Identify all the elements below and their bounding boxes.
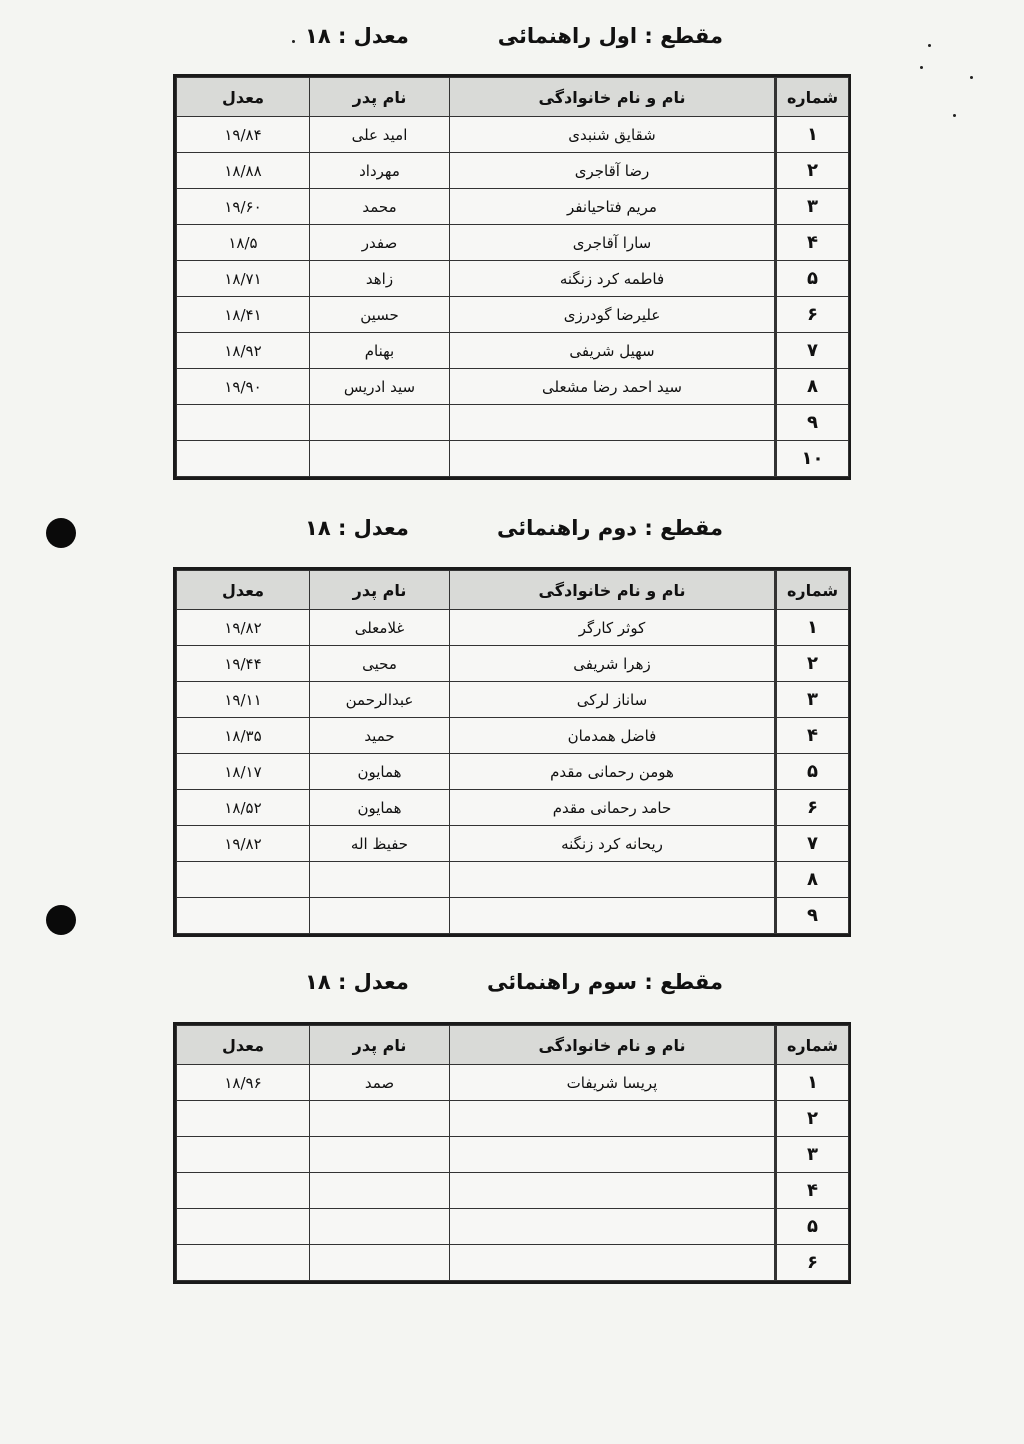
cell-number: ۴ [776,225,849,261]
column-header-number: شماره [776,78,849,117]
table-row [177,441,849,477]
table-row [177,1209,849,1245]
cell-number: ۵ [776,261,849,297]
cell-average: ۱۹/۴۴ [177,646,310,682]
section-2-header [175,516,853,550]
cell-father: بهنام [310,333,450,369]
cell-name: سید احمد رضا مشعلی [450,369,776,405]
column-header-name: نام و نام خانوادگی [450,571,776,610]
table-row [177,261,849,297]
cell-number: ۱ [776,610,849,646]
cell-father [310,1137,450,1173]
section-3-table [173,1022,851,1284]
cell-father: صمد [310,1065,450,1101]
cell-father [310,862,450,898]
cell-number: ۴ [776,1173,849,1209]
table-row [177,117,849,153]
cell-number: ۵ [776,754,849,790]
cell-name: کوثر کارگر [450,610,776,646]
cell-name: فاطمه کرد زنگنه [450,261,776,297]
table-row [177,718,849,754]
column-header-father: نام پدر [310,1026,450,1065]
section-2-table [173,567,851,937]
cell-number: ۲ [776,153,849,189]
table-row [177,862,849,898]
cell-average [177,1173,310,1209]
table-row [177,1245,849,1281]
cell-average [177,1101,310,1137]
cell-father: همایون [310,754,450,790]
cell-average: ۱۸/۳۵ [177,718,310,754]
section-title: مقطع : اول راهنمائی [497,24,723,48]
column-header-number: شماره [776,571,849,610]
punch-hole-bottom [46,905,76,935]
cell-father [310,898,450,934]
cell-father [310,1101,450,1137]
table-row [177,1173,849,1209]
column-header-average: معدل [177,571,310,610]
cell-father: حمید [310,718,450,754]
table-row [177,405,849,441]
cell-number: ۲ [776,646,849,682]
cell-number: ۸ [776,862,849,898]
table-row [177,610,849,646]
section-average: معدل : ۱۸ [305,516,409,540]
table-row [177,189,849,225]
cell-average [177,898,310,934]
cell-father [310,441,450,477]
paper-speck [920,66,923,69]
cell-father [310,1209,450,1245]
cell-average: ۱۹/۶۰ [177,189,310,225]
cell-father: سید ادریس [310,369,450,405]
cell-number: ۳ [776,1137,849,1173]
section-title: مقطع : دوم راهنمائی [497,516,723,540]
cell-number: ۸ [776,369,849,405]
cell-average: ۱۹/۸۴ [177,117,310,153]
table-header-row [177,571,849,610]
section-1-header [175,24,853,58]
table-header-row [177,1026,849,1065]
table-row [177,369,849,405]
cell-number: ۶ [776,297,849,333]
cell-name [450,862,776,898]
cell-number: ۹ [776,898,849,934]
cell-name: فاضل همدمان [450,718,776,754]
paper-speck [953,114,956,117]
cell-name: هومن رحمانی مقدم [450,754,776,790]
cell-name [450,1137,776,1173]
cell-father: مهرداد [310,153,450,189]
cell-number: ۴ [776,718,849,754]
cell-average: ۱۹/۸۲ [177,826,310,862]
cell-name [450,1209,776,1245]
cell-average [177,1137,310,1173]
cell-average: ۱۹/۸۲ [177,610,310,646]
cell-average: ۱۸/۹۲ [177,333,310,369]
table-row [177,646,849,682]
cell-name [450,1173,776,1209]
cell-number: ۳ [776,682,849,718]
cell-name: علیرضا گودرزی [450,297,776,333]
cell-average: ۱۹/۱۱ [177,682,310,718]
column-header-name: نام و نام خانوادگی [450,78,776,117]
cell-number: ۵ [776,1209,849,1245]
table-row [177,333,849,369]
cell-father: عبدالرحمن [310,682,450,718]
table-row [177,1101,849,1137]
table-row [177,225,849,261]
cell-average: ۱۸/۸۸ [177,153,310,189]
cell-father: زاهد [310,261,450,297]
column-header-average: معدل [177,1026,310,1065]
table-row [177,898,849,934]
cell-name: سهیل شریفی [450,333,776,369]
section-title: مقطع : سوم راهنمائی [487,970,723,994]
section-average: معدل : ۱۸ [305,24,409,48]
column-header-father: نام پدر [310,78,450,117]
cell-name [450,441,776,477]
table-row [177,1137,849,1173]
column-header-father: نام پدر [310,571,450,610]
cell-average: ۱۸/۴۱ [177,297,310,333]
cell-name [450,898,776,934]
column-header-average: معدل [177,78,310,117]
paper-speck [928,44,931,47]
cell-father: محیی [310,646,450,682]
section-1-table [173,74,851,480]
cell-name: ریحانه کرد زنگنه [450,826,776,862]
cell-father: صفدر [310,225,450,261]
section-average: معدل : ۱۸ [305,970,409,994]
table-row [177,1065,849,1101]
cell-father [310,405,450,441]
cell-number: ۶ [776,1245,849,1281]
cell-average: ۱۸/۵ [177,225,310,261]
cell-average [177,1209,310,1245]
cell-number: ۷ [776,333,849,369]
cell-name [450,1245,776,1281]
cell-average: ۱۹/۹۰ [177,369,310,405]
cell-name: شقایق شنبدی [450,117,776,153]
cell-number: ۱۰ [776,441,849,477]
cell-name [450,1101,776,1137]
punch-hole-top [46,518,76,548]
cell-father [310,1173,450,1209]
table-row [177,682,849,718]
cell-father [310,1245,450,1281]
cell-number: ۷ [776,826,849,862]
cell-name: رضا آقاجری [450,153,776,189]
cell-name: مریم فتاحیانفر [450,189,776,225]
cell-father: حفیظ اله [310,826,450,862]
cell-name: ساناز لرکی [450,682,776,718]
cell-average: ۱۸/۵۲ [177,790,310,826]
table-row [177,826,849,862]
cell-father: غلامعلی [310,610,450,646]
cell-number: ۱ [776,117,849,153]
cell-name: پریسا شریفات [450,1065,776,1101]
cell-average: ۱۸/۱۷ [177,754,310,790]
cell-number: ۲ [776,1101,849,1137]
cell-average: ۱۸/۷۱ [177,261,310,297]
cell-average [177,441,310,477]
column-header-name: نام و نام خانوادگی [450,1026,776,1065]
section-3-header [175,970,853,1004]
cell-average [177,1245,310,1281]
cell-father: همایون [310,790,450,826]
table-row [177,297,849,333]
cell-name: حامد رحمانی مقدم [450,790,776,826]
cell-name: سارا آقاجری [450,225,776,261]
cell-father: حسین [310,297,450,333]
cell-average [177,862,310,898]
cell-average: ۱۸/۹۶ [177,1065,310,1101]
cell-average [177,405,310,441]
cell-father: امید علی [310,117,450,153]
cell-number: ۱ [776,1065,849,1101]
paper-speck [970,76,973,79]
cell-number: ۶ [776,790,849,826]
column-header-number: شماره [776,1026,849,1065]
cell-number: ۳ [776,189,849,225]
table-row [177,754,849,790]
table-header-row [177,78,849,117]
cell-name: زهرا شریفی [450,646,776,682]
table-row [177,790,849,826]
cell-number: ۹ [776,405,849,441]
cell-father: محمد [310,189,450,225]
cell-name [450,405,776,441]
table-row [177,153,849,189]
